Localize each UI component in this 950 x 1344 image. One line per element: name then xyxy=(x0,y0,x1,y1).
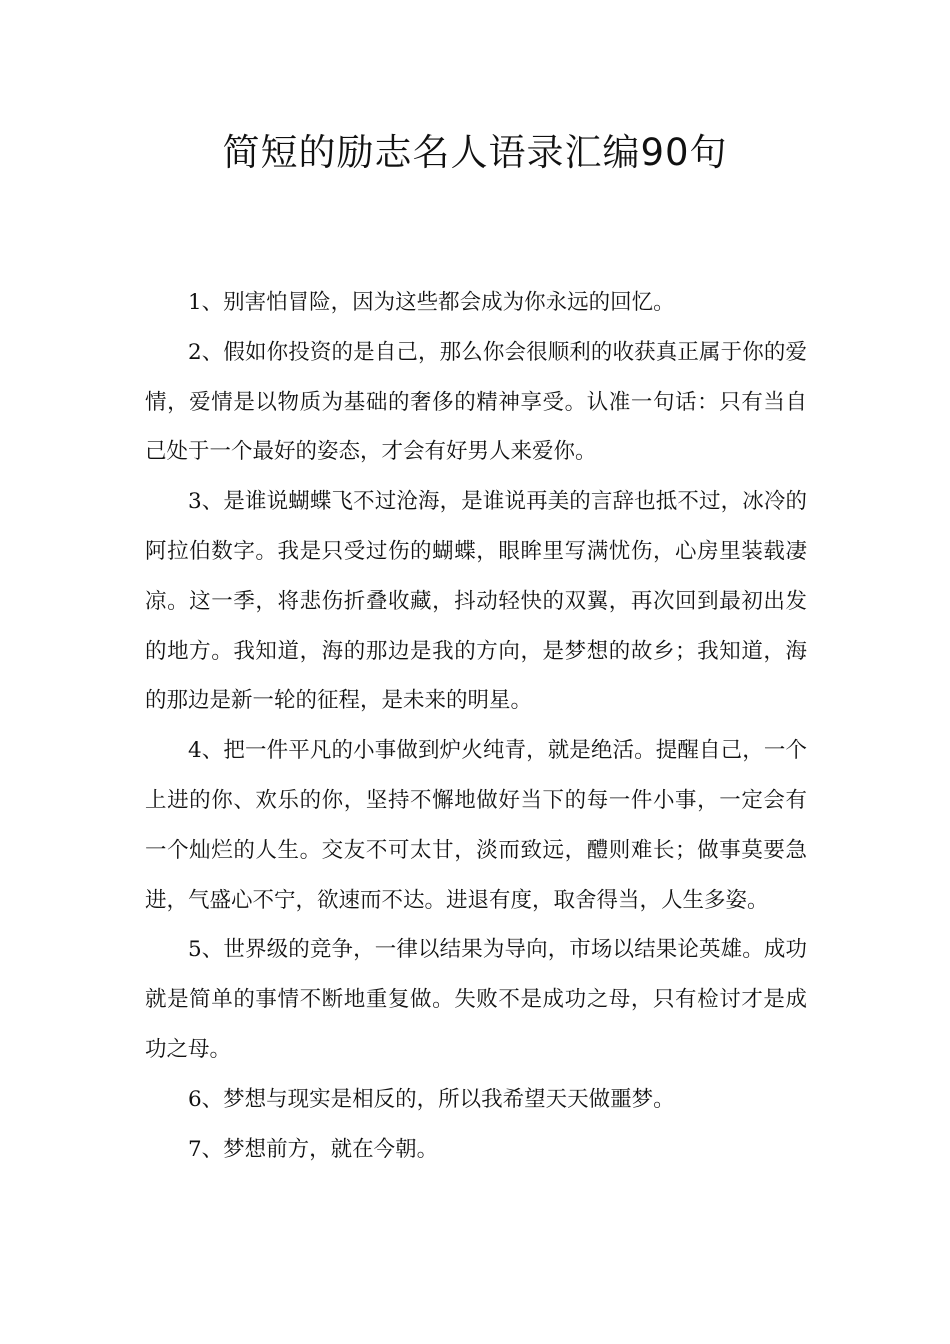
paragraph-4: 4、把一件平凡的小事做到炉火纯青，就是绝活。提醒自己，一个上进的你、欢乐的你，坚持不懈地做好当下的每一件小事，一定会有一个灿烂的人生。交友不可太甘，淡而致远，醴则难长；做事莫要急进，气盛心不宁，欲速而不达。进退有度，取舍得当，人生多姿。 xyxy=(145,738,807,913)
document-title: 简短的励志名人语录汇编90句 xyxy=(222,131,728,174)
paragraph-7: 7、梦想前方，就在今朝。 xyxy=(188,1136,439,1162)
paragraph-6: 6、梦想与现实是相反的，所以我希望天天做噩梦。 xyxy=(188,1086,675,1112)
paragraph-1: 1、别害怕冒险，因为这些都会成为你永远的回忆。 xyxy=(188,290,675,315)
paragraph-3: 3、是谁说蝴蝶飞不过沧海，是谁说再美的言辞也抵不过，冰冷的阿拉伯数字。我是只受过伤的蝴蝶，眼眸里写满忧伤，心房里装载凄凉。这一季，将悲伤折叠收藏，抖动轻快的双翼，再次回到最初出发的地方。我知道，海的那边是我的方向，是梦想的故乡；我知道，海的那边是新一轮的征程，是未来的明星。 xyxy=(145,489,807,714)
paragraph-5: 5、世界级的竞争，一律以结果为导向，市场以结果论英雄。成功就是简单的事情不断地重复做。失败不是成功之母，只有检讨才是成功之母。 xyxy=(145,937,807,1062)
document-body xyxy=(145,278,807,1174)
paragraph-2: 2、假如你投资的是自己，那么你会很顺利的收获真正属于你的爱情，爱情是以物质为基础的奢侈的精神享受。认准一句话：只有当自己处于一个最好的姿态，才会有好男人来爱你。 xyxy=(145,339,807,465)
